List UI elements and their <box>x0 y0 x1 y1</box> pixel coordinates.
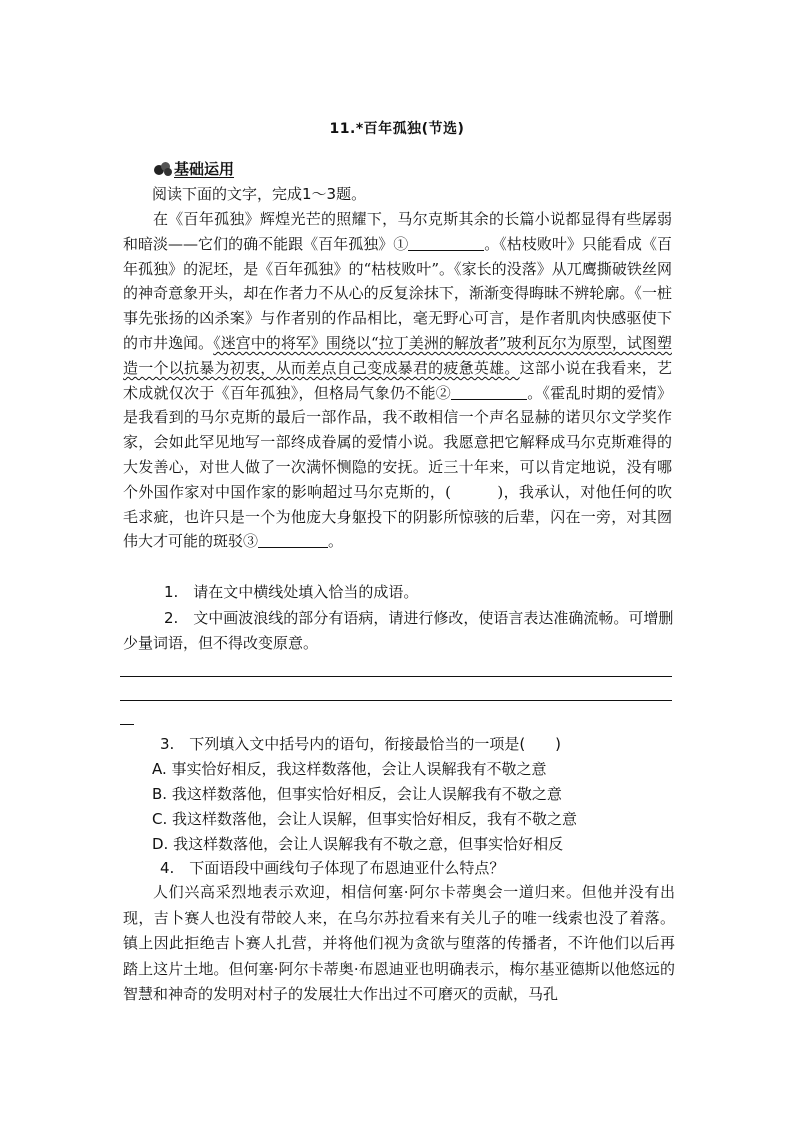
instructions: 阅读下面的文字，完成1～3题。 <box>152 185 367 203</box>
reading-passage-2 <box>123 880 675 1008</box>
blank-marker-3: ③ <box>243 532 259 551</box>
passage-text: 。《霍乱时期的爱情》是我看到的马尔克斯的最后一部作品，我不敢相信一个声名显赫的诺贝尔文学奖作家，会如此罕见地写一部终成眷属的爱情小说。我愿意把它解释成马尔克斯难得的大发善心，对世人做了一次满怀恻隐的安抚。近三十年来，可以肯定地说，没有哪个外国作家对中国作家的影响超过马尔克斯的，( )，我承认，对他任何的吹毛求疵，也许只是一个为他庞大身躯投下的阴影所惊骇的后辈，闪在一旁，对其囫伟大才可能的斑驳 <box>123 383 672 551</box>
blank-1[interactable] <box>408 236 484 251</box>
section-title: 基础运用 <box>174 159 235 178</box>
answer-line-2[interactable] <box>120 700 672 701</box>
passage-text: 。《枯枝败叶》只能看成《百年孤独》的泥坯，是《百年孤独》的“枯枝败叶”。《家长的没落》从兀鹰撕破铁丝网的神奇意象开头，却在作者力不从心的反复涂抹下，渐渐变得晦昧不辨轮廓。《一桩事先张扬的凶杀案》与作者别的作品相比，毫无野心可言，是作者肌肉快感驱使下的市井逸闻。 <box>123 234 672 352</box>
blank-2[interactable] <box>451 385 527 400</box>
question-2: 2. 文中画波浪线的部分有语病，请进行修改，使语言表达准确流畅。可增删少量词语，但不得改变原意。 <box>123 609 674 652</box>
question-3: 3. 下列填入文中括号内的语句，衔接最恰当的一项是( ) <box>160 735 562 753</box>
option-c[interactable]: C. 我这样数落他，会让人误解，但事实恰好相反，我有不敬之意 <box>152 810 578 828</box>
blank-marker-2: ② <box>435 383 451 402</box>
passage-text: 在《百年孤独》辉煌光芒的照耀下，马尔克斯其余的长篇小说都显得有些孱弱和暗淡——它们的确不能跟《百年孤独》 <box>123 210 672 253</box>
answer-line-3[interactable] <box>120 724 134 725</box>
passage-text: 。 <box>328 532 344 551</box>
answer-line-1[interactable] <box>120 676 672 677</box>
section-header <box>152 158 234 178</box>
reading-passage <box>123 207 672 554</box>
option-b[interactable]: B. 我这样数落他，但事实恰好相反，会让人误解我有不敬之意 <box>152 785 562 803</box>
option-a[interactable]: A. 事实恰好相反，我这样数落他，会让人误解我有不敬之意 <box>152 760 547 778</box>
wavy-underlined-sentence: 《迷宫中的将军》围绕以“拉丁美洲的解放者”玻利瓦尔为原型，试图塑造一个以抗暴为初衷，从而差点自己变成暴君的疲惫英雄。 <box>123 333 672 377</box>
section-badge-icon <box>152 160 172 176</box>
passage-text: 这部小说在我看来，艺术成就仅次于《百年孤独》，但格局气象仍不能 <box>123 358 672 402</box>
passage-2-text: 人们兴高采烈地表示欢迎，相信何塞·阿尔卡蒂奥会一道归来。但他并没有出现，吉卜赛人也没有带皎人来，在乌尔苏拉看来有关儿子的唯一线索也没了着落。镇上因此拒绝吉卜赛人扎营，并将他们视为贪欲与堕落的传播者，不许他们以后再踏上这片土地。但何塞·阿尔卡蒂奥·布恩迪亚也明确表示，梅尔基亚德斯以他悠远的智慧和神奇的发明对村子的发展壮大作出过不可磨灭的贡献，马孔 <box>123 883 675 1004</box>
question-4: 4. 下面语段中画线句子体现了布恩迪亚什么特点？ <box>160 859 505 877</box>
question-1: 1. 请在文中横线处填入恰当的成语。 <box>164 583 419 601</box>
page-title: 11.*百年孤独(节选) <box>329 121 465 137</box>
blank-3[interactable] <box>258 533 328 548</box>
option-d[interactable]: D. 我这样数落他，会让人误解我有不敬之意，但事实恰好相反 <box>152 835 564 853</box>
blank-marker-1: ① <box>393 234 409 253</box>
